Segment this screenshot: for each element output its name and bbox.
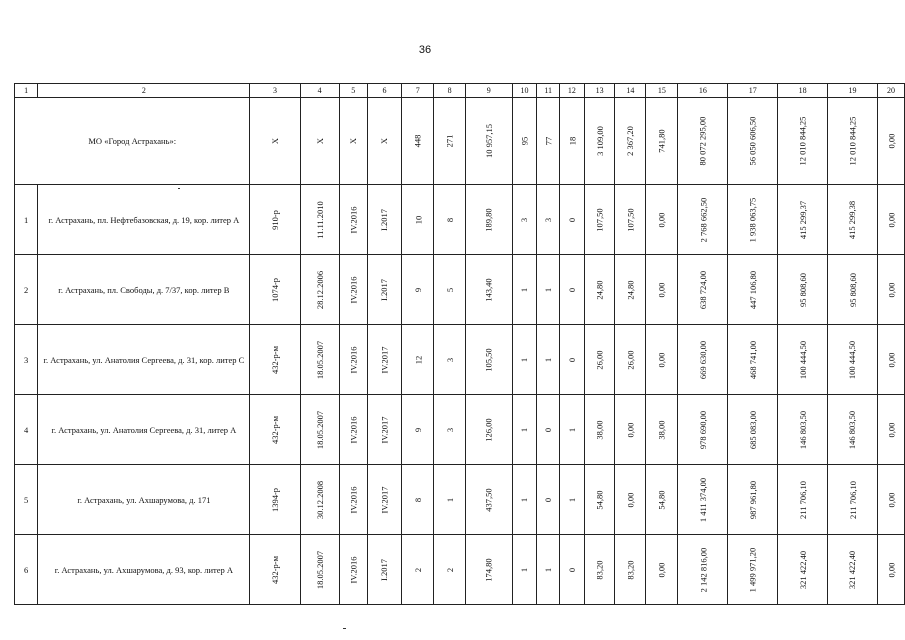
value-cell — [560, 395, 585, 465]
cell-value: 38,00 — [594, 419, 605, 440]
value-cell — [584, 395, 615, 465]
cell-value: 1 — [519, 357, 530, 362]
value-cell — [537, 255, 560, 325]
cell-value: 0 — [566, 217, 577, 222]
value-cell — [877, 395, 904, 465]
total-cell — [828, 98, 878, 185]
value-cell — [877, 185, 904, 255]
value-cell — [465, 395, 512, 465]
value-cell — [678, 185, 728, 255]
cell-value: 24,80 — [625, 279, 636, 300]
cell-value: 0 — [566, 287, 577, 292]
cell-value: 415 299,38 — [847, 200, 858, 239]
cell-value: IV.2016 — [348, 486, 359, 513]
cell-value: 1 411 374,00 — [697, 477, 708, 522]
value-cell — [250, 325, 300, 395]
cell-value: 0,00 — [885, 282, 896, 297]
total-cell — [728, 98, 778, 185]
cell-value: 2 367,20 — [625, 126, 636, 156]
cell-value: 432-р-м — [269, 415, 280, 444]
cell-value: 1 499 971,20 — [747, 547, 758, 592]
total-cell — [434, 98, 465, 185]
value-cell — [300, 185, 339, 255]
value-cell — [646, 535, 678, 605]
total-cell — [537, 98, 560, 185]
column-number: 9 — [465, 84, 512, 98]
value-cell — [434, 325, 465, 395]
value-cell — [778, 465, 828, 535]
value-cell — [402, 185, 434, 255]
cell-value: 3 — [519, 217, 530, 222]
cell-value: Х — [379, 137, 390, 145]
value-cell — [728, 395, 778, 465]
cell-value: 432-р-м — [269, 555, 280, 584]
column-number: 6 — [367, 84, 401, 98]
cell-value: 669 630,00 — [697, 340, 708, 379]
total-cell — [465, 98, 512, 185]
value-cell — [728, 325, 778, 395]
value-cell — [465, 185, 512, 255]
value-cell — [828, 325, 878, 395]
total-cell — [778, 98, 828, 185]
total-cell — [584, 98, 615, 185]
value-cell — [434, 465, 465, 535]
value-cell — [646, 465, 678, 535]
value-cell — [828, 185, 878, 255]
cell-value: 0,00 — [625, 492, 636, 507]
total-row — [15, 98, 905, 185]
column-number: 2 — [38, 84, 250, 98]
cell-value: 321 422,40 — [847, 550, 858, 589]
value-cell — [678, 255, 728, 325]
cell-value: 83,20 — [625, 559, 636, 580]
value-cell — [646, 185, 678, 255]
cell-value: 1 — [543, 567, 554, 572]
scan-artifact — [343, 628, 346, 629]
value-cell — [560, 185, 585, 255]
cell-value: 1 — [543, 287, 554, 292]
value-cell — [465, 465, 512, 535]
cell-value: IV.2017 — [379, 486, 390, 513]
cell-value: 0,00 — [885, 133, 896, 149]
cell-value: 1 — [519, 427, 530, 432]
cell-value: 18.05.2007 — [314, 410, 325, 449]
total-cell — [560, 98, 585, 185]
cell-value: 5 — [444, 287, 455, 292]
address-cell: г. Астрахань, ул. Ахшарумова, д. 171 — [38, 465, 250, 535]
total-cell — [512, 98, 537, 185]
cell-value: 10 — [412, 215, 423, 224]
column-number: 11 — [537, 84, 560, 98]
value-cell — [778, 255, 828, 325]
address-cell: г. Астрахань, ул. Ахшарумова, д. 93, кор. литер А — [38, 535, 250, 605]
cell-value: 437,50 — [483, 487, 494, 512]
value-cell — [367, 255, 401, 325]
value-cell — [512, 465, 537, 535]
value-cell — [339, 465, 367, 535]
cell-value: 9 — [412, 427, 423, 432]
cell-value: 24,80 — [594, 279, 605, 300]
value-cell — [367, 395, 401, 465]
cell-value: 1 — [519, 287, 530, 292]
value-cell — [339, 325, 367, 395]
cell-value: 0,00 — [625, 422, 636, 437]
cell-value: 910-р — [269, 209, 280, 230]
table-row — [15, 465, 905, 535]
value-cell — [402, 255, 434, 325]
value-cell — [646, 255, 678, 325]
cell-value: 12 — [412, 355, 423, 364]
cell-value: 0,00 — [885, 492, 896, 507]
column-number: 20 — [877, 84, 904, 98]
scan-artifact — [178, 188, 180, 189]
value-cell — [434, 395, 465, 465]
column-number: 12 — [560, 84, 585, 98]
cell-value: 447 106,80 — [747, 270, 758, 309]
cell-value: 2 142 816,00 — [697, 547, 708, 592]
cell-value: 2 — [412, 567, 423, 572]
value-cell — [646, 395, 678, 465]
cell-value: 0 — [543, 427, 554, 432]
row-number: 3 — [15, 325, 38, 395]
value-cell — [615, 395, 646, 465]
cell-value: IV.2017 — [379, 346, 390, 373]
cell-value: 271 — [444, 134, 455, 148]
total-cell — [402, 98, 434, 185]
cell-value: 2 768 662,50 — [697, 197, 708, 242]
table-row — [15, 255, 905, 325]
value-cell — [465, 325, 512, 395]
value-cell — [615, 465, 646, 535]
cell-value: 30.12.2008 — [314, 480, 325, 519]
cell-value: 415 299,37 — [797, 200, 808, 239]
cell-value: 3 109,00 — [594, 126, 605, 156]
cell-value: 0,00 — [885, 212, 896, 227]
cell-value: 987 961,80 — [747, 480, 758, 519]
value-cell — [828, 465, 878, 535]
row-number: 5 — [15, 465, 38, 535]
cell-value: 26,00 — [594, 349, 605, 370]
column-number: 3 — [250, 84, 300, 98]
value-cell — [339, 255, 367, 325]
cell-value: I.2017 — [379, 278, 390, 301]
value-cell — [250, 185, 300, 255]
cell-value: 18.05.2007 — [314, 340, 325, 379]
cell-value: IV.2016 — [348, 416, 359, 443]
value-cell — [877, 255, 904, 325]
cell-value: 3 — [444, 357, 455, 362]
value-cell — [584, 255, 615, 325]
cell-value: 3 — [543, 217, 554, 222]
value-cell — [512, 325, 537, 395]
cell-value: 77 — [543, 136, 554, 146]
cell-value: 0,00 — [885, 352, 896, 367]
value-cell — [678, 395, 728, 465]
table-row — [15, 185, 905, 255]
value-cell — [537, 465, 560, 535]
total-cell — [339, 98, 367, 185]
cell-value: 0 — [543, 497, 554, 502]
cell-value: 146 803,50 — [847, 410, 858, 449]
cell-value: 685 083,00 — [747, 410, 758, 449]
row-number: 1 — [15, 185, 38, 255]
cell-value: 95 808,60 — [797, 272, 808, 307]
column-number: 18 — [778, 84, 828, 98]
column-number: 8 — [434, 84, 465, 98]
value-cell — [367, 535, 401, 605]
cell-value: 1074-р — [269, 277, 280, 302]
column-number: 16 — [678, 84, 728, 98]
cell-value: 28.12.2006 — [314, 270, 325, 309]
value-cell — [877, 325, 904, 395]
cell-value: 978 690,00 — [697, 410, 708, 449]
cell-value: 0 — [566, 357, 577, 362]
value-cell — [728, 255, 778, 325]
value-cell — [537, 535, 560, 605]
cell-value: 3 — [444, 427, 455, 432]
value-cell — [367, 465, 401, 535]
cell-value: 54,80 — [594, 489, 605, 510]
value-cell — [339, 185, 367, 255]
value-cell — [512, 255, 537, 325]
cell-value: 12 010 844,25 — [797, 116, 808, 166]
cell-value: 11.11.2010 — [314, 200, 325, 239]
cell-value: 9 — [412, 287, 423, 292]
cell-value: 38,00 — [656, 419, 667, 440]
cell-value: 95 — [519, 136, 530, 146]
cell-value: 100 444,50 — [847, 340, 858, 379]
cell-value: 95 808,60 — [847, 272, 858, 307]
cell-value: 1 938 063,75 — [747, 197, 758, 242]
value-cell — [877, 535, 904, 605]
cell-value: IV.2017 — [379, 416, 390, 443]
cell-value: 432-р-м — [269, 345, 280, 374]
cell-value: 56 050 606,50 — [747, 116, 758, 166]
value-cell — [584, 185, 615, 255]
value-cell — [778, 535, 828, 605]
cell-value: 0,00 — [656, 282, 667, 297]
address-cell: г. Астрахань, ул. Анатолия Сергеева, д. 31, литер А — [38, 395, 250, 465]
total-cell — [678, 98, 728, 185]
cell-value: 18.05.2007 — [314, 550, 325, 589]
table-row — [15, 325, 905, 395]
cell-value: I.2017 — [379, 208, 390, 231]
total-cell — [300, 98, 339, 185]
column-number: 10 — [512, 84, 537, 98]
cell-value: 2 — [444, 567, 455, 572]
value-cell — [678, 325, 728, 395]
value-cell — [560, 255, 585, 325]
cell-value: 174,80 — [483, 557, 494, 582]
cell-value: Х — [348, 137, 359, 145]
cell-value: 143,40 — [483, 277, 494, 302]
cell-value: 0,00 — [885, 562, 896, 577]
column-number: 1 — [15, 84, 38, 98]
cell-value: 1 — [519, 567, 530, 572]
value-cell — [584, 465, 615, 535]
value-cell — [250, 255, 300, 325]
value-cell — [434, 535, 465, 605]
value-cell — [339, 395, 367, 465]
value-cell — [678, 465, 728, 535]
value-cell — [300, 465, 339, 535]
cell-value: 8 — [444, 217, 455, 222]
value-cell — [828, 535, 878, 605]
value-cell — [402, 395, 434, 465]
value-cell — [778, 395, 828, 465]
cell-value: 741,80 — [656, 129, 667, 153]
value-cell — [537, 395, 560, 465]
cell-value: 54,80 — [656, 489, 667, 510]
value-cell — [877, 465, 904, 535]
cell-value: 26,00 — [625, 349, 636, 370]
value-cell — [537, 325, 560, 395]
cell-value: 83,20 — [594, 559, 605, 580]
value-cell — [560, 465, 585, 535]
cell-value: IV.2016 — [348, 346, 359, 373]
cell-value: 146 803,50 — [797, 410, 808, 449]
cell-value: 0,00 — [656, 352, 667, 367]
cell-value: 1 — [543, 357, 554, 362]
value-cell — [560, 325, 585, 395]
cell-value: IV.2016 — [348, 556, 359, 583]
cell-value: I.2017 — [379, 558, 390, 581]
column-number: 17 — [728, 84, 778, 98]
value-cell — [434, 185, 465, 255]
value-cell — [512, 535, 537, 605]
value-cell — [828, 395, 878, 465]
cell-value: IV.2016 — [348, 206, 359, 233]
value-cell — [465, 255, 512, 325]
cell-value: 1 — [566, 427, 577, 432]
column-number: 7 — [402, 84, 434, 98]
cell-value: Х — [314, 137, 325, 145]
value-cell — [615, 255, 646, 325]
cell-value: 0,00 — [656, 212, 667, 227]
address-cell: г. Астрахань, пл. Нефтебазовская, д. 19, кор. литер А — [38, 185, 250, 255]
column-number: 15 — [646, 84, 678, 98]
value-cell — [367, 325, 401, 395]
value-cell — [339, 535, 367, 605]
table-row — [15, 535, 905, 605]
cell-value: 12 010 844,25 — [847, 116, 858, 166]
cell-value: 105,50 — [483, 347, 494, 372]
value-cell — [728, 465, 778, 535]
value-cell — [250, 395, 300, 465]
cell-value: IV.2016 — [348, 276, 359, 303]
total-cell — [250, 98, 300, 185]
value-cell — [560, 535, 585, 605]
cell-value: 211 706,10 — [847, 480, 858, 519]
row-number: 2 — [15, 255, 38, 325]
cell-value: 189,80 — [483, 207, 494, 232]
cell-value: 211 706,10 — [797, 480, 808, 519]
cell-value: 10 957,15 — [483, 124, 494, 158]
cell-value: 1 — [444, 497, 455, 502]
value-cell — [615, 325, 646, 395]
value-cell — [300, 535, 339, 605]
value-cell — [465, 535, 512, 605]
cell-value: 638 724,00 — [697, 270, 708, 309]
value-cell — [300, 255, 339, 325]
value-cell — [402, 465, 434, 535]
value-cell — [250, 465, 300, 535]
value-cell — [678, 535, 728, 605]
table-row — [15, 395, 905, 465]
cell-value: 80 072 295,00 — [697, 116, 708, 166]
page-number: 36 — [418, 44, 432, 56]
cell-value: 448 — [412, 134, 423, 148]
column-number: 19 — [828, 84, 878, 98]
cell-value: 0,00 — [656, 562, 667, 577]
value-cell — [537, 185, 560, 255]
value-cell — [250, 535, 300, 605]
total-cell — [367, 98, 401, 185]
cell-value: 8 — [412, 497, 423, 502]
value-cell — [615, 185, 646, 255]
cell-value: 0 — [566, 567, 577, 572]
cell-value: Х — [269, 137, 280, 145]
cell-value: 107,50 — [594, 207, 605, 232]
cell-value: 107,50 — [625, 207, 636, 232]
value-cell — [778, 325, 828, 395]
column-number: 14 — [615, 84, 646, 98]
total-cell — [877, 98, 904, 185]
column-number-row — [15, 84, 905, 98]
cell-value: 126,00 — [483, 417, 494, 442]
address-cell: г. Астрахань, пл. Свободы, д. 7/37, кор. литер В — [38, 255, 250, 325]
address-cell: г. Астрахань, ул. Анатолия Сергеева, д. 31, кор. литер С — [38, 325, 250, 395]
value-cell — [584, 325, 615, 395]
total-cell — [615, 98, 646, 185]
value-cell — [512, 395, 537, 465]
column-number: 4 — [300, 84, 339, 98]
cell-value: 468 741,00 — [747, 340, 758, 379]
value-cell — [402, 535, 434, 605]
value-cell — [778, 185, 828, 255]
value-cell — [434, 255, 465, 325]
row-number: 4 — [15, 395, 38, 465]
cell-value: 100 444,50 — [797, 340, 808, 379]
cell-value: 1 — [519, 497, 530, 502]
value-cell — [728, 185, 778, 255]
column-number: 13 — [584, 84, 615, 98]
value-cell — [728, 535, 778, 605]
municipality-label: МО «Город Астрахань»: — [15, 98, 250, 185]
value-cell — [584, 535, 615, 605]
value-cell — [300, 325, 339, 395]
cell-value: 321 422,40 — [797, 550, 808, 589]
housing-program-table — [14, 83, 905, 605]
value-cell — [828, 255, 878, 325]
value-cell — [512, 185, 537, 255]
value-cell — [646, 325, 678, 395]
cell-value: 0,00 — [885, 422, 896, 437]
column-number: 5 — [339, 84, 367, 98]
cell-value: 18 — [566, 136, 577, 146]
value-cell — [402, 325, 434, 395]
row-number: 6 — [15, 535, 38, 605]
cell-value: 1394-р — [269, 487, 280, 512]
value-cell — [367, 185, 401, 255]
total-cell — [646, 98, 678, 185]
value-cell — [615, 535, 646, 605]
value-cell — [300, 395, 339, 465]
cell-value: 1 — [566, 497, 577, 502]
